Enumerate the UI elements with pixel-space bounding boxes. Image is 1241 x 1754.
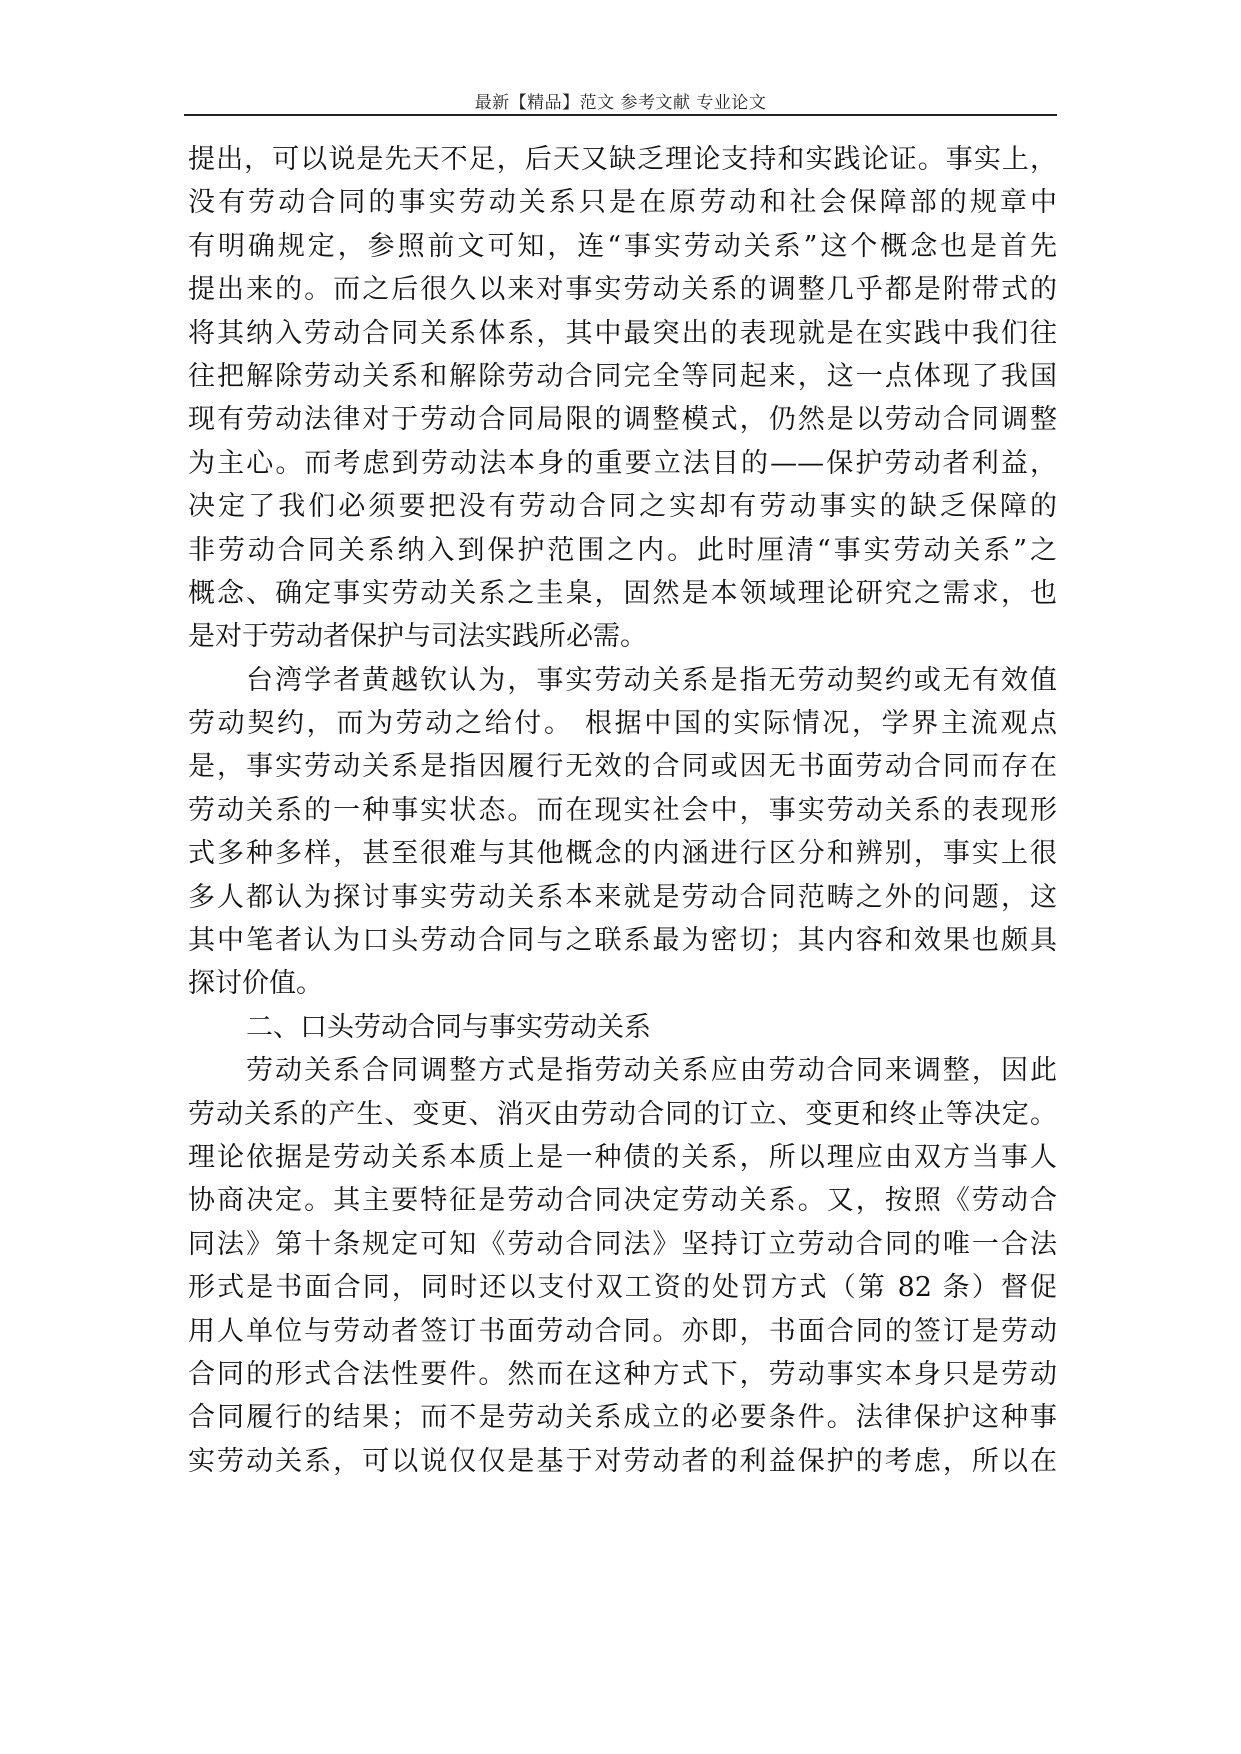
text-line: 提出，可以说是先天不足，后天又缺乏理论支持和实践论证。事实上， <box>188 144 1057 175</box>
body-text <box>188 138 1057 1483</box>
text-line: 合同履行的结果；而不是劳动关系成立的必要条件。法律保护这种事 <box>188 1402 1057 1434</box>
text-line: 同法》第十条规定可知《劳动合同法》坚持订立劳动合同的唯一合法 <box>188 1228 1057 1260</box>
text-line: 劳动契约，而为劳动之给付。 根据中国的实际情况，学界主流观点 <box>188 708 1057 740</box>
text-line: 劳动关系合同调整方式是指劳动关系应由劳动合同来调整，因此 <box>246 1055 1057 1087</box>
text-line: 探讨价值。 <box>188 968 323 1000</box>
text-line: 往把解除劳动关系和解除劳动合同完全等同起来，这一点体现了我国 <box>188 360 1057 392</box>
text-line: 劳动关系的产生、变更、消灭由劳动合同的订立、变更和终止等决定。 <box>188 1098 1057 1130</box>
text-line: 提出来的。而之后很久以来对事实劳动关系的调整几乎都是附带式的 <box>188 274 1057 306</box>
text-line: 是，事实劳动关系是指因履行无效的合同或因无书面劳动合同而存在 <box>188 751 1057 783</box>
text-line: 协商决定。其主要特征是劳动合同决定劳动关系。又，按照《劳动合 <box>188 1185 1057 1217</box>
text-line: 没有劳动合同的事实劳动关系只是在原劳动和社会保障部的规章中 <box>188 187 1057 219</box>
text-line: 合同的形式合法性要件。然而在这种方式下，劳动事实本身只是劳动 <box>188 1358 1057 1390</box>
page-header: 最新【精品】范文 参考文献 专业论文 <box>474 93 767 113</box>
text-line: 台湾学者黄越钦认为，事实劳动关系是指无劳动契约或无有效值 <box>246 664 1057 696</box>
text-line: 式多种多样，甚至很难与其他概念的内涵进行区分和辨别，事实上很 <box>188 838 1057 870</box>
text-line: 多人都认为探讨事实劳动关系本来就是劳动合同范畴之外的问题，这 <box>188 881 1057 913</box>
text-line: 是对于劳动者保护与司法实践所必需。 <box>188 621 647 653</box>
section-heading: 二、口头劳动合同与事实劳动关系 <box>246 1011 651 1043</box>
text-line: 其中笔者认为口头劳动合同与之联系最为密切；其内容和效果也颇具 <box>188 925 1057 957</box>
text-line: 为主心。而考虑到劳动法本身的重要立法目的——保护劳动者利益， <box>188 447 1057 479</box>
text-line: 非劳动合同关系纳入到保护范围之内。此时厘清“事实劳动关系”之 <box>188 534 1057 566</box>
text-line: 实劳动关系，可以说仅仅是基于对劳动者的利益保护的考虑，所以在 <box>188 1445 1057 1477</box>
text-line: 理论依据是劳动关系本质上是一种债的关系，所以理应由双方当事人 <box>188 1141 1057 1173</box>
text-line: 决定了我们必须要把没有劳动合同之实却有劳动事实的缺乏保障的 <box>188 491 1057 523</box>
text-line: 形式是书面合同，同时还以支付双工资的处罚方式（第 82 条）督促 <box>188 1272 1057 1304</box>
text-line: 用人单位与劳动者签订书面劳动合同。亦即，书面合同的签订是劳动 <box>188 1315 1057 1347</box>
text-line: 将其纳入劳动合同关系体系，其中最突出的表现就是在实践中我们往 <box>188 317 1057 349</box>
text-line: 现有劳动法律对于劳动合同局限的调整模式，仍然是以劳动合同调整 <box>188 404 1057 436</box>
header-rule <box>184 114 1057 116</box>
text-line: 劳动关系的一种事实状态。而在现实社会中，事实劳动关系的表现形 <box>188 794 1057 826</box>
text-line: 概念、确定事实劳动关系之圭臬，固然是本领域理论研究之需求，也 <box>188 577 1057 609</box>
text-line: 有明确规定，参照前文可知，连“事实劳动关系”这个概念也是首先 <box>188 230 1057 262</box>
